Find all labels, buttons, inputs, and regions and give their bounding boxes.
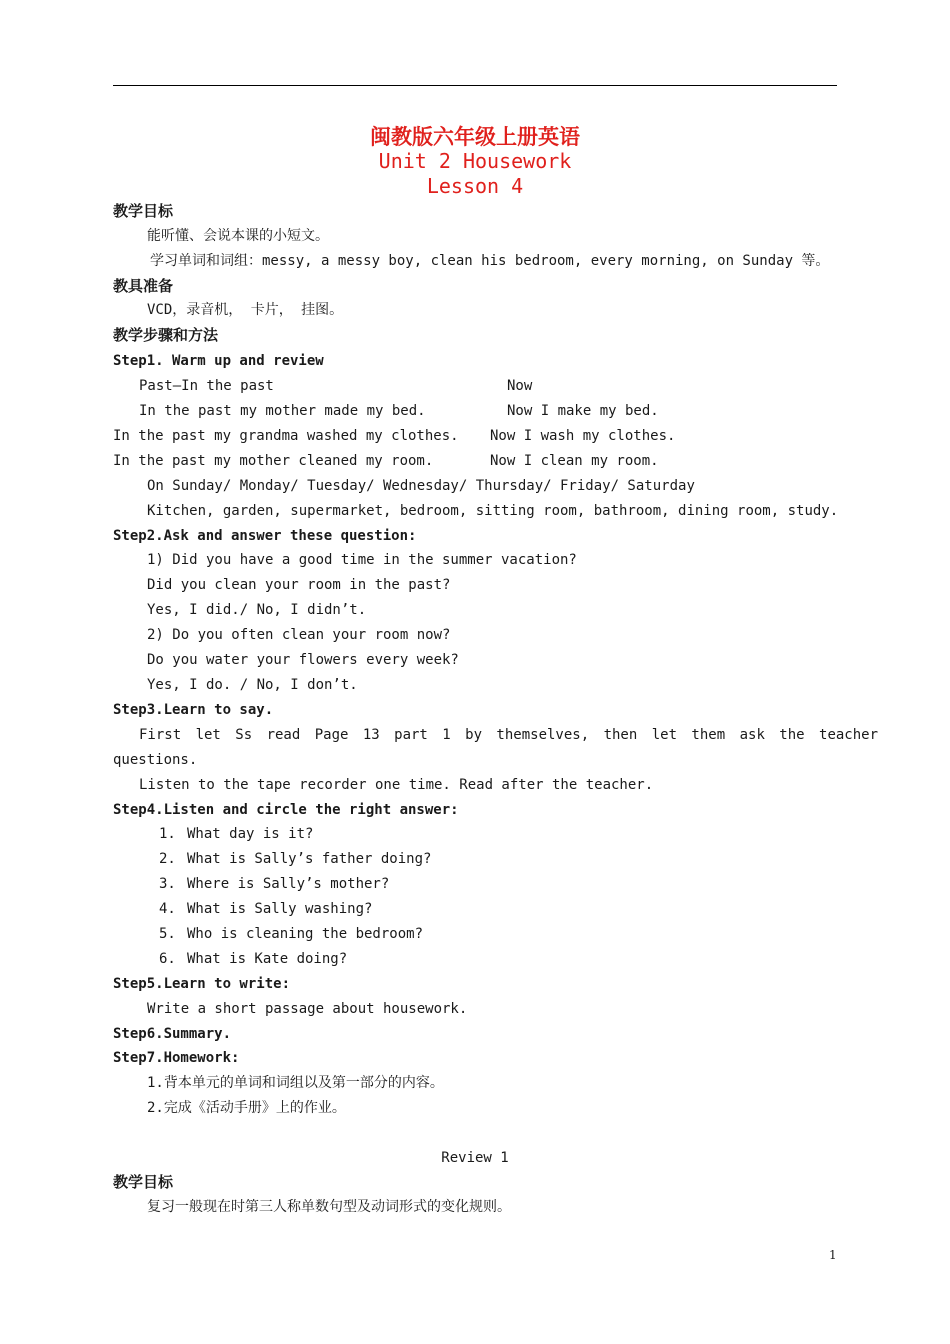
step4-item-6-num: 6. [159, 951, 176, 967]
materials-heading: 教具准备 [113, 277, 174, 295]
review-objectives-heading: 教学目标 [113, 1173, 174, 1191]
objectives-line-2: 学习单词和词组：messy, a messy boy, clean his bedroom, every morning, on Sunday 等。 [150, 253, 830, 269]
objectives-line-1: 能听懂、会说本课的小短文。 [147, 228, 329, 244]
document-title: 闽教版六年级上册英语 [370, 124, 580, 149]
step7-heading: Step7.Homework: [113, 1050, 240, 1066]
objectives-heading: 教学目标 [113, 202, 174, 220]
step1-past-label: Past—In the past [139, 378, 274, 394]
step4-item-3-num: 3. [159, 876, 176, 892]
step4-heading: Step4.Listen and circle the right answer: [113, 802, 459, 818]
review-title: Review 1 [441, 1150, 509, 1166]
step2-line-5: Do you water your flowers every week? [147, 652, 459, 668]
page-number: 1 [829, 1248, 837, 1262]
step1-now-label: Now [507, 378, 533, 394]
step1-row-1-now: Now I make my bed. [507, 403, 659, 419]
step4-item-5-text: Who is cleaning the bedroom? [187, 926, 424, 942]
step1-heading: Step1. Warm up and review [113, 353, 324, 369]
step4-item-6-text: What is Kate doing? [187, 951, 348, 967]
step1-row-2-past: In the past my grandma washed my clothes. [113, 428, 459, 444]
step1-row-3-past: In the past my mother cleaned my room. [113, 453, 434, 469]
step7-line-1: 1.背本单元的单词和词组以及第一部分的内容。 [147, 1075, 444, 1091]
step2-heading: Step2.Ask and answer these question: [113, 528, 417, 544]
step4-item-3-text: Where is Sally’s mother? [187, 876, 390, 892]
step4-item-1-text: What day is it? [187, 826, 314, 842]
materials-line-1: VCD，录音机， 卡片， 挂图。 [147, 302, 344, 318]
step2-line-3: Yes, I did./ No, I didn’t. [147, 602, 367, 618]
step1-row-2-now: Now I wash my clothes. [490, 428, 676, 444]
step4-item-1-num: 1. [159, 826, 176, 842]
step4-item-2-num: 2. [159, 851, 176, 867]
step4-item-2-text: What is Sally’s father doing? [187, 851, 432, 867]
step2-line-6: Yes, I do. / No, I don’t. [147, 677, 358, 693]
step2-line-2: Did you clean your room in the past? [147, 577, 451, 593]
step1-places: Kitchen, garden, supermarket, bedroom, sitting room, bathroom, dining room, study. [147, 503, 839, 519]
lesson-title: Lesson 4 [426, 174, 524, 198]
step1-days: On Sunday/ Monday/ Tuesday/ Wednesday/ Thursday/ Friday/ Saturday [147, 478, 695, 494]
step5-line-1: Write a short passage about housework. [147, 1001, 468, 1017]
step3-heading: Step3.Learn to say. [113, 702, 274, 718]
step1-row-3-now: Now I clean my room. [490, 453, 659, 469]
header-rule [113, 85, 837, 86]
unit-title: Unit 2 Housework [378, 149, 572, 173]
step2-line-1: 1) Did you have a good time in the summer vacation? [147, 552, 577, 568]
step4-item-4-num: 4. [159, 901, 176, 917]
step2-line-4: 2) Do you often clean your room now? [147, 627, 451, 643]
step5-heading: Step5.Learn to write: [113, 976, 291, 992]
step3-line-1a: First let Ss read Page 13 part 1 by themselves, then let them ask the teacher [139, 727, 879, 743]
step3-line-2: Listen to the tape recorder one time. Read after the teacher. [139, 777, 654, 793]
review-objectives-line-1: 复习一般现在时第三人称单数句型及动词形式的变化规则。 [147, 1199, 511, 1215]
step4-item-5-num: 5. [159, 926, 176, 942]
step1-row-1-past: In the past my mother made my bed. [139, 403, 426, 419]
step7-line-2: 2.完成《活动手册》上的作业。 [147, 1100, 346, 1116]
step4-item-4-text: What is Sally washing? [187, 901, 373, 917]
methods-heading: 教学步骤和方法 [113, 326, 219, 344]
step6-heading: Step6.Summary. [113, 1026, 232, 1042]
step3-line-1b: questions. [113, 752, 198, 768]
